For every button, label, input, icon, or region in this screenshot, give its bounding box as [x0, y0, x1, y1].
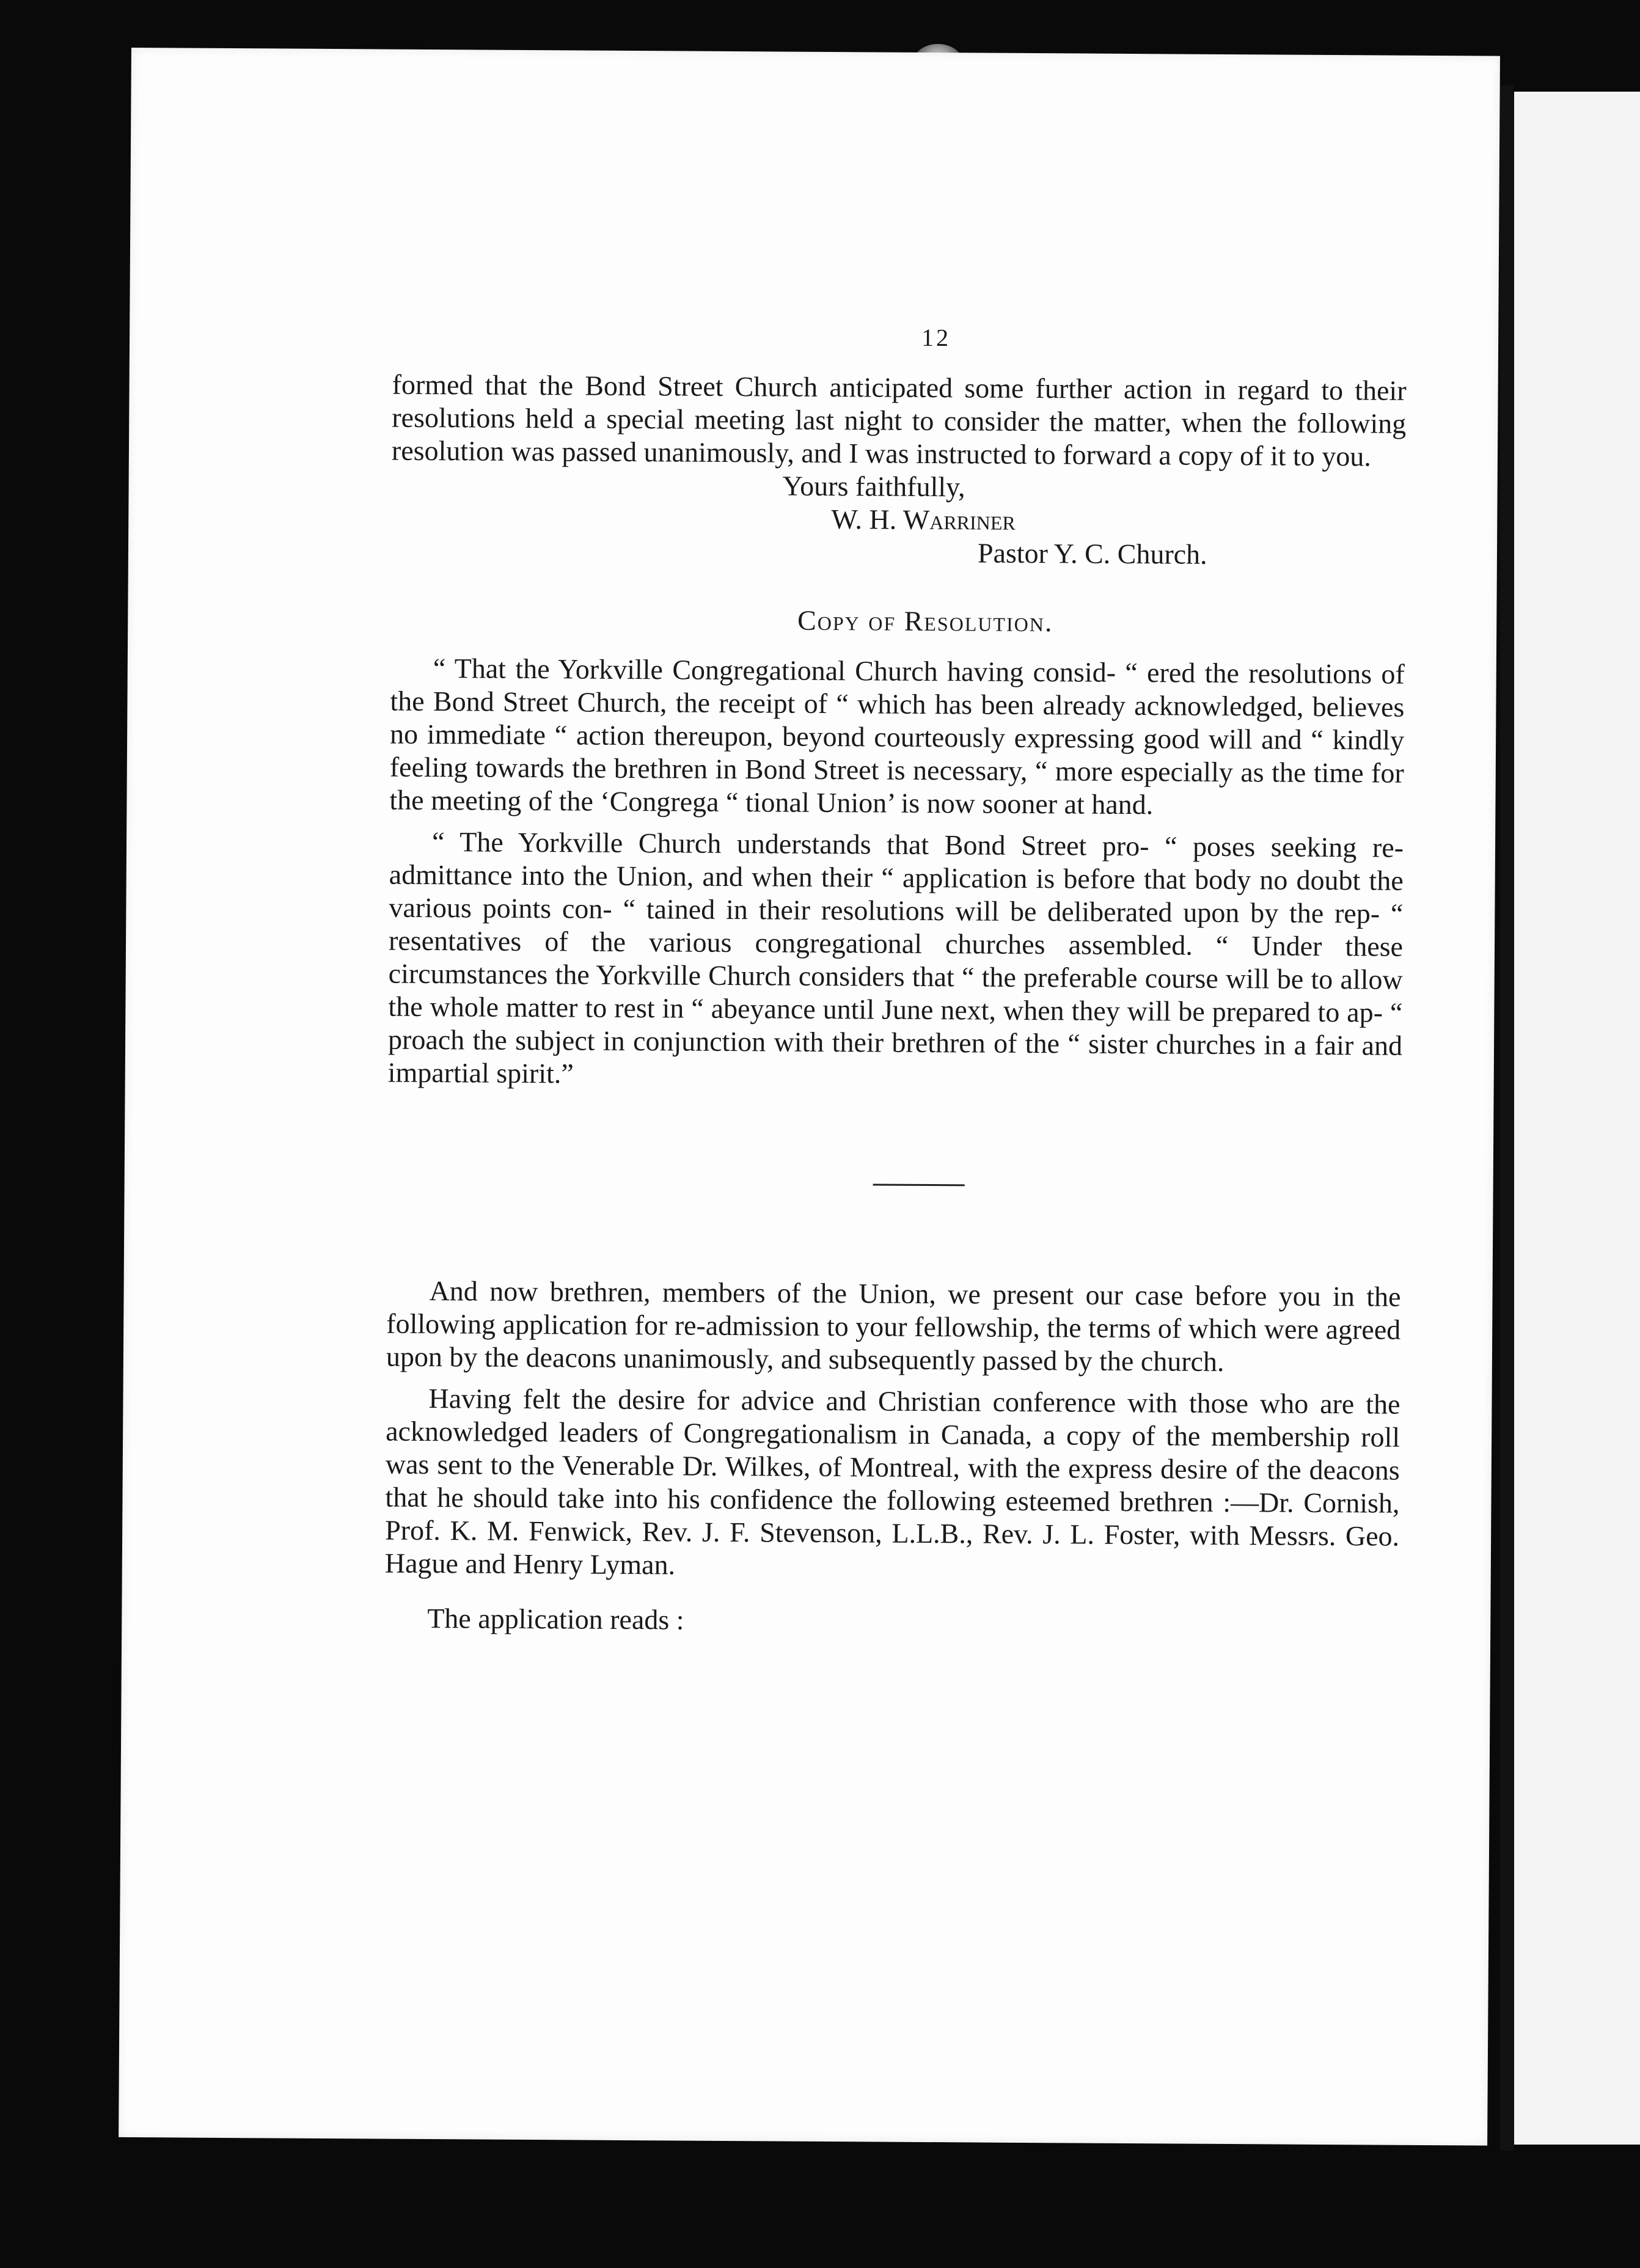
signatory-title: Pastor Y. C. Church.	[977, 537, 1207, 570]
facing-page-edge	[1514, 92, 1640, 2145]
section-divider	[873, 1183, 965, 1186]
letter-closing: Yours faithfully,	[782, 470, 965, 503]
resolution-heading: Copy of Resolution.	[797, 604, 1053, 638]
body-paragraph: And now brethren, members of the Union, we present our case before you in the following application for re-admission to your fellowship, the terms of which were agreed upon by the deacons unanimously, and subsequently passed by the church.	[386, 1275, 1401, 1377]
resolution-paragraph: “ The Yorkville Church understands that Bond Street pro- “ poses seeking re-admittance into the Union, and when their “ application is before that body no doubt the various points con- “ tained in their resolutions will be deliberated upon by the rep- “ resentatives of the various congregational churches assembled. “ Under these circumstances the Yorkville Church considers that “ the preferable course will be to allow the whole matter to rest in “ abeyance until June next, when they will be prepared to ap- “ proach the subject in conjunction with their brethren of the “ sister churches in a fair and impartial spirit.”	[387, 826, 1404, 1089]
body-paragraph: Having felt the desire for advice and Christian conference with those who are the acknowledged leaders of Congregationalism in Canada, a copy of the membership roll was sent to the Venerable Dr. Wilkes, of Montreal, with the express desire of the deacons that he should take into his confidence the following esteemed brethren :—Dr. Cornish, Prof. K. M. Fenwick, Rev. J. F. Stevenson, L.L.B., Rev. J. L. Foster, with Messrs. Geo. Hague and Henry Lyman.	[384, 1383, 1400, 1581]
letter-signatory: W. H. Warriner	[831, 503, 1016, 536]
book-gutter	[1500, 86, 1514, 2151]
page-number: 12	[921, 323, 951, 352]
letter-continuation: formed that the Bond Street Church anticipated some further action in regard to their resolutions held a special meeting last night to consider the matter, when the following resolution was passed unanimously, and I was instructed to forward a copy of it to you.	[391, 368, 1407, 472]
resolution-paragraph: “ That the Yorkville Congregational Church having consid- “ ered the resolutions of the Bond Street Church, the receipt of “ which has been already acknowledged, believes no immediate “ action thereupon, beyond courteously expressing good will and “ kindly feeling towards the brethren in Bond Street is necessary, “ more especially as the time for the meeting of the ‘Congrega “ tional Union’ is now sooner at hand.	[389, 653, 1405, 821]
page-content	[384, 318, 1407, 1641]
body-paragraph: The application reads :	[427, 1603, 684, 1636]
document-page	[119, 48, 1500, 2146]
